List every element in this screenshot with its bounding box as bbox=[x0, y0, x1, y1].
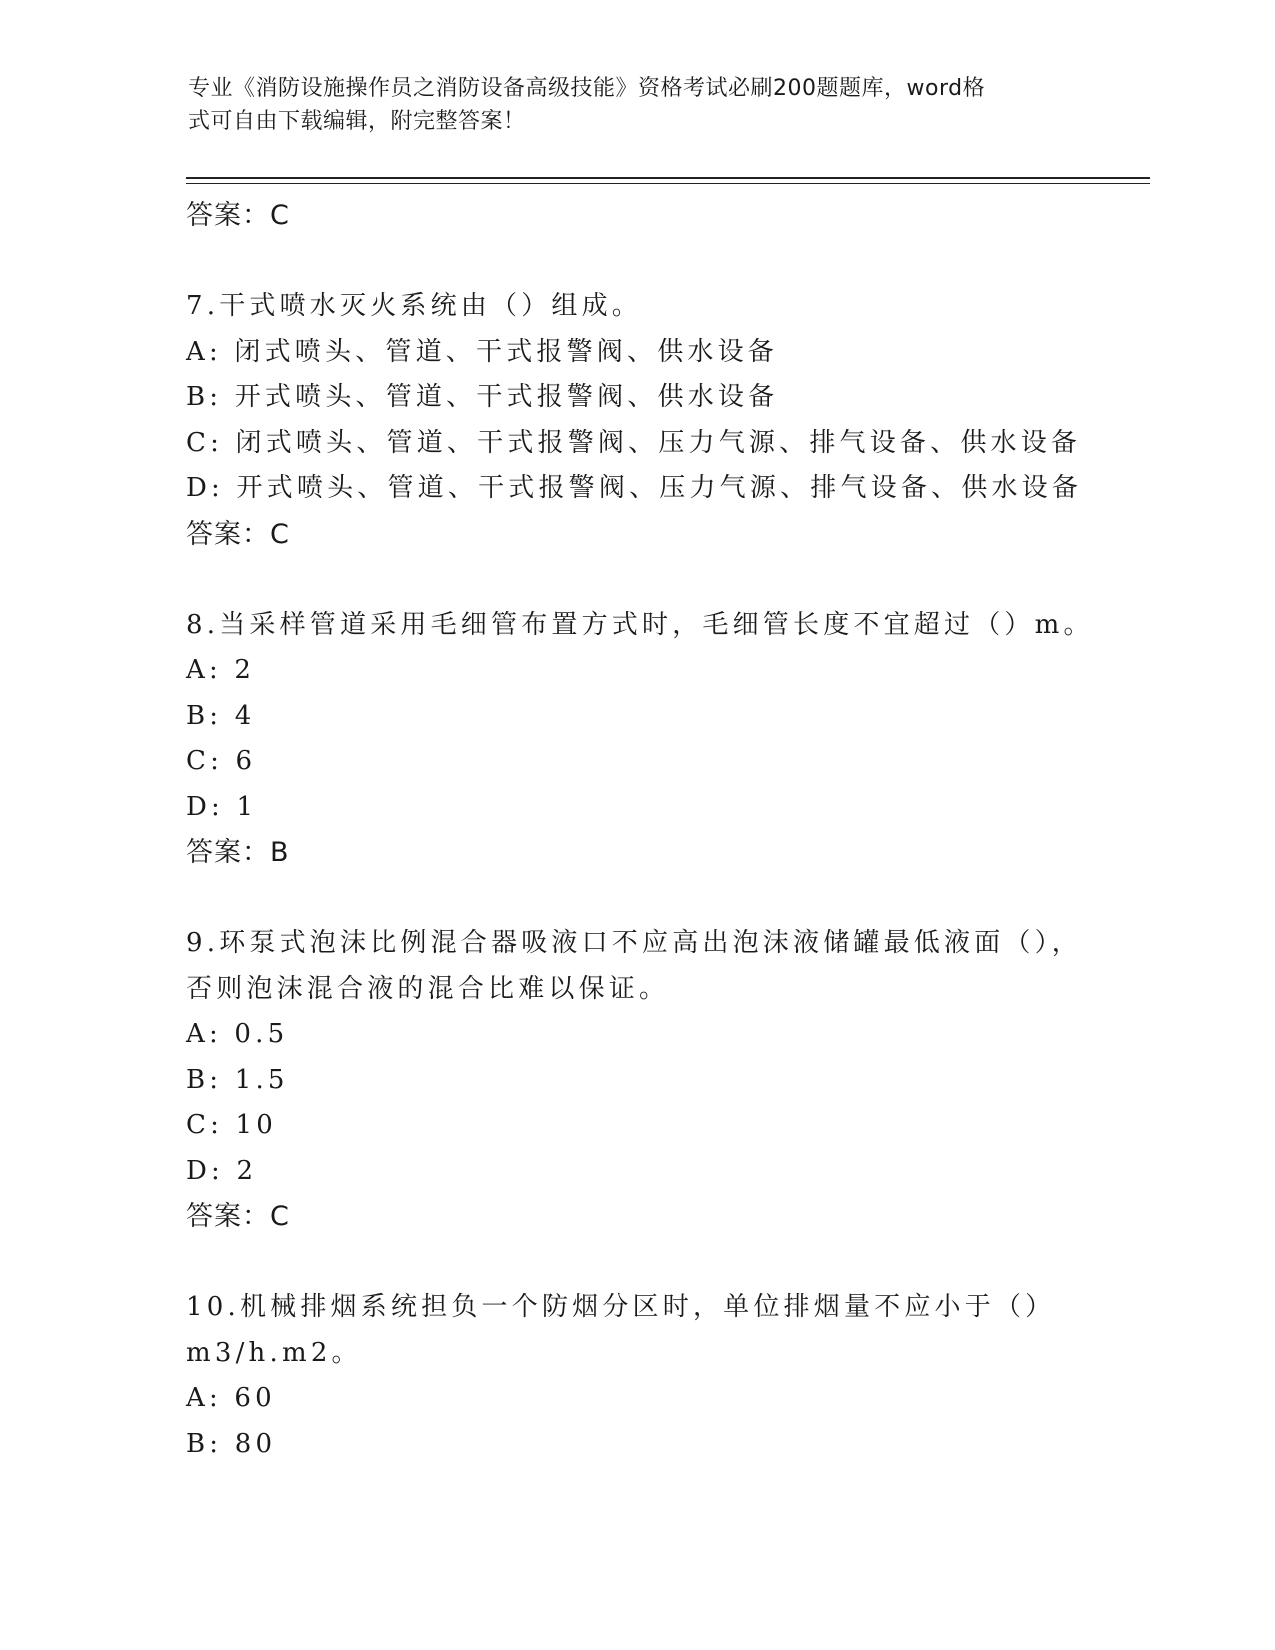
option-c: C: 闭式喷头、管道、干式报警阀、压力气源、排气设备、供水设备 bbox=[186, 427, 1082, 458]
question-text-line-2: m3/h.m2。 bbox=[186, 1337, 362, 1368]
option-b: B: 4 bbox=[186, 700, 256, 731]
previous-answer: 答案：C bbox=[186, 200, 290, 231]
option-a: A: 闭式喷头、管道、干式报警阀、供水设备 bbox=[186, 336, 779, 367]
question-text: 8.当采样管道采用毛细管布置方式时，毛细管长度不宜超过（）m。 bbox=[186, 609, 1094, 640]
question-text: 7.干式喷水灭火系统由（）组成。 bbox=[186, 291, 643, 321]
question-10 bbox=[186, 1285, 1126, 1467]
question-8 bbox=[186, 603, 1126, 876]
option-a: A: 0.5 bbox=[186, 1019, 289, 1049]
header-rule-thick bbox=[186, 177, 1150, 179]
header-line-1: 专业《消防设施操作员之消防设备高级技能》资格考试必刷200题题库，word格 bbox=[188, 76, 986, 101]
option-d: D: 开式喷头、管道、干式报警阀、压力气源、排气设备、供水设备 bbox=[186, 473, 1083, 503]
question-9 bbox=[186, 921, 1126, 1239]
header-line-2: 式可自由下载编辑，附完整答案！ bbox=[188, 109, 526, 134]
answer: 答案：C bbox=[186, 518, 290, 550]
question-text-line-2: 否则泡沫混合液的混合比难以保证。 bbox=[186, 973, 670, 1004]
answer: 答案：C bbox=[186, 1201, 290, 1232]
option-b: B: 80 bbox=[186, 1428, 277, 1459]
option-c: C: 6 bbox=[186, 746, 257, 776]
document-header bbox=[188, 72, 1068, 138]
answer: 答案：B bbox=[186, 837, 290, 868]
option-a: A: 60 bbox=[186, 1383, 276, 1413]
question-list bbox=[186, 186, 1126, 1467]
option-d: D: 1 bbox=[186, 791, 258, 822]
option-b: B: 开式喷头、管道、干式报警阀、供水设备 bbox=[186, 382, 779, 412]
option-d: D: 2 bbox=[186, 1155, 258, 1186]
question-text-line-1: 9.环泵式泡沫比例混合器吸液口不应高出泡沫液储罐最低液面（）， bbox=[186, 928, 1083, 958]
option-b: B: 1.5 bbox=[186, 1064, 289, 1095]
option-a: A: 2 bbox=[186, 655, 256, 685]
question-text-line-1: 10.机械排烟系统担负一个防烟分区时，单位排烟量不应小于（） bbox=[186, 1292, 1056, 1322]
question-7 bbox=[186, 284, 1126, 557]
option-c: C: 10 bbox=[186, 1110, 278, 1140]
header-rule-thin bbox=[186, 183, 1150, 184]
